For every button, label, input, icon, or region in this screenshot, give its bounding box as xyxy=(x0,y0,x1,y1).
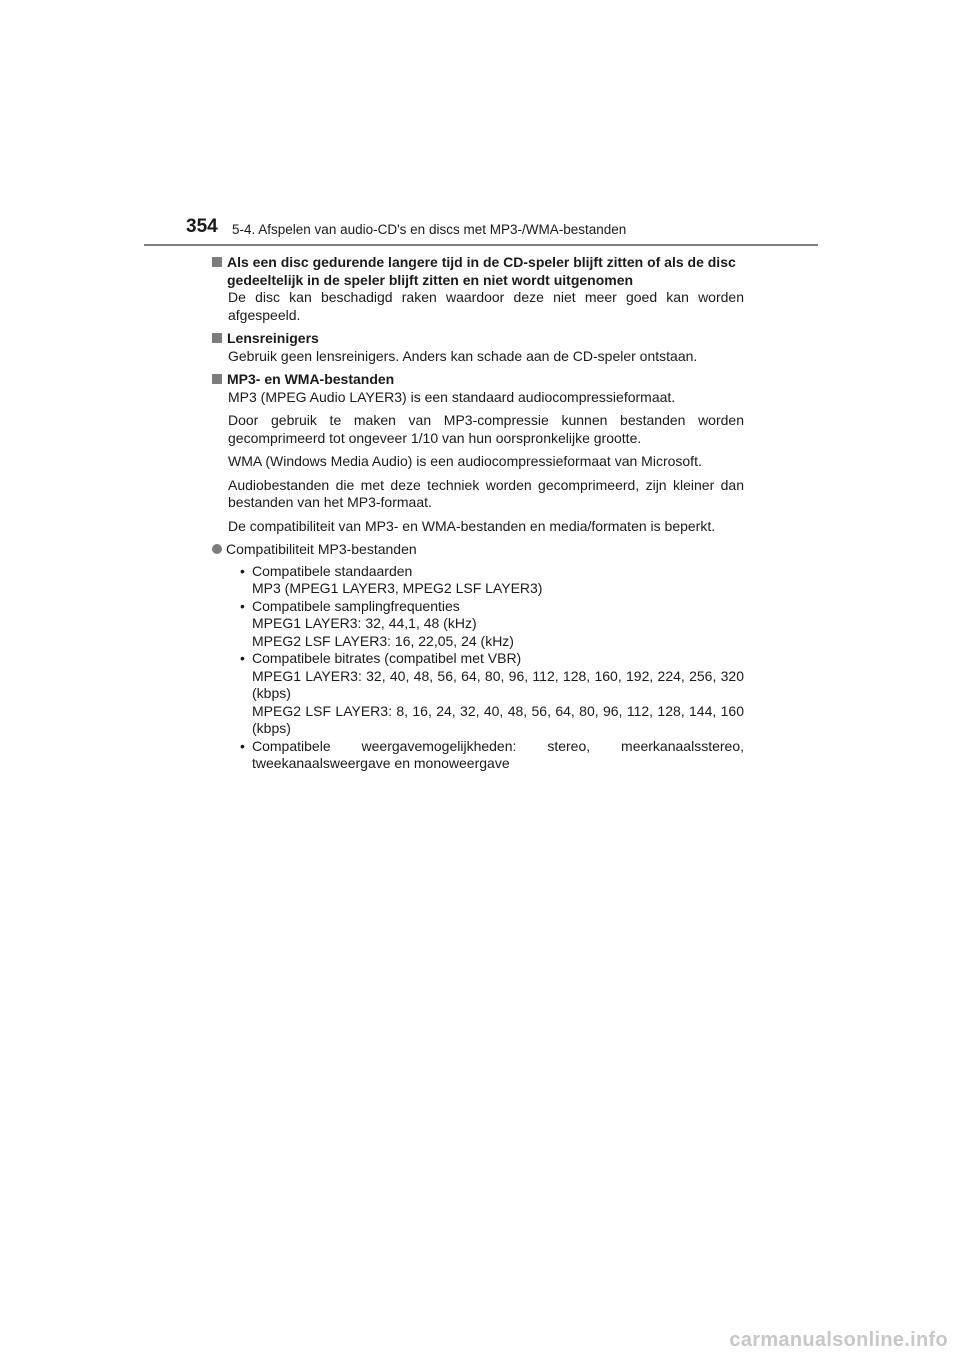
list-item xyxy=(240,598,744,651)
paragraph: De compatibiliteit van MP3- en WMA-bestanden en media/formaten is beperkt. xyxy=(228,517,716,534)
section-disc-stuck xyxy=(212,254,744,324)
running-head: 5-4. Afspelen van audio-CD's en discs met MP3-/WMA-bestanden xyxy=(232,222,627,237)
page-number: 354 xyxy=(186,216,218,237)
section-heading-text: Als een disc gedurende langere tijd in de CD-speler blijft zitten of als de disc gedeeltelijk in de speler blijft zitten en niet wordt uitgenomen xyxy=(227,254,736,288)
section-mp3-wma xyxy=(212,371,744,773)
list-item-line: MP3 (MPEG1 LAYER3, MPEG2 LSF LAYER3) xyxy=(252,580,543,596)
list-item-line: MPEG1 LAYER3: 32, 44,1, 48 (kHz) xyxy=(252,615,477,631)
dot-bullet-icon: • xyxy=(240,737,245,754)
section-heading-text: MP3- en WMA-bestanden xyxy=(227,371,395,387)
list-item xyxy=(240,650,744,738)
compat-heading xyxy=(212,541,744,559)
paragraph: Audiobestanden die met deze techniek worden gecomprimeerd, zijn kleiner dan bestanden van het MP3-formaat. xyxy=(228,476,744,510)
section-heading-text: Lensreinigers xyxy=(227,330,319,346)
circle-bullet-icon xyxy=(212,544,222,554)
paragraph: De disc kan beschadigd raken waardoor deze niet meer goed kan worden afgespeeld. xyxy=(228,289,744,323)
section-heading xyxy=(212,371,744,389)
header-divider xyxy=(144,244,818,246)
square-bullet-icon xyxy=(212,257,222,267)
section-lens-cleaners xyxy=(212,330,744,365)
dot-bullet-icon: • xyxy=(240,562,245,579)
compat-list xyxy=(240,563,744,773)
list-item xyxy=(240,738,744,773)
list-item xyxy=(240,563,744,598)
paragraph: Door gebruik te maken van MP3-compressie kunnen bestanden worden gecomprimeerd tot ongeveer 1/10 van hun oorspronkelijke grootte. xyxy=(228,412,744,446)
square-bullet-icon xyxy=(212,333,222,343)
paragraph: WMA (Windows Media Audio) is een audiocompressieformaat van Microsoft. xyxy=(228,453,702,469)
compat-title: Compatibiliteit MP3-bestanden xyxy=(226,541,417,557)
watermark: carmanualsonline.info xyxy=(729,1329,948,1351)
list-item-line: MPEG2 LSF LAYER3: 8, 16, 24, 32, 40, 48, 56, 64, 80, 96, 112, 128, 144, 160 (kbps) xyxy=(252,702,744,736)
list-item-line: MPEG1 LAYER3: 32, 40, 48, 56, 64, 80, 96, 112, 128, 160, 192, 224, 256, 320 (kbps) xyxy=(252,667,744,701)
page-content xyxy=(212,254,744,779)
dot-bullet-icon: • xyxy=(240,650,245,666)
section-heading xyxy=(212,330,744,348)
paragraph: MP3 (MPEG Audio LAYER3) is een standaard audiocompressieformaat. xyxy=(228,388,676,405)
list-item-label: Compatibele samplingfrequenties xyxy=(252,597,460,614)
section-heading xyxy=(212,254,744,289)
list-item-line: MPEG2 LSF LAYER3: 16, 22,05, 24 (kHz) xyxy=(252,632,514,649)
dot-bullet-icon: • xyxy=(240,597,245,614)
list-item-label: Compatibele bitrates (compatibel met VBR) xyxy=(252,650,522,666)
paragraph: Gebruik geen lensreinigers. Anders kan schade aan de CD-speler ontstaan. xyxy=(228,347,698,364)
square-bullet-icon xyxy=(212,374,222,384)
list-item-label: Compatibele weergavemogelijkheden: stereo, meerkanaalsstereo, tweekanaalsweergave en monoweergave xyxy=(252,737,744,771)
list-item-label: Compatibele standaarden xyxy=(252,562,413,579)
